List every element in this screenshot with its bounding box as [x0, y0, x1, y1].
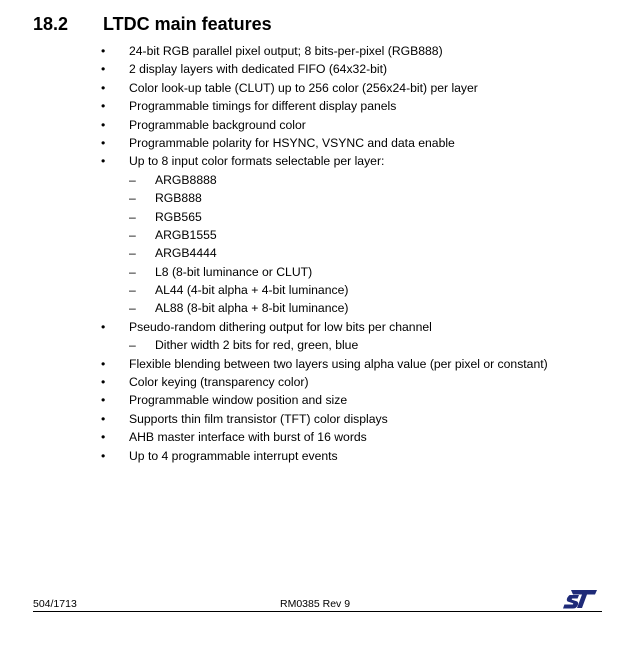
feature-text: Programmable window position and size [129, 393, 348, 408]
bullet-marker: • [101, 448, 106, 463]
bullet-marker: • [101, 117, 106, 132]
feature-text: Programmable polarity for HSYNC, VSYNC and data enable [129, 135, 455, 150]
bullet-marker: • [101, 393, 106, 408]
page-number: 504/1713 [33, 598, 77, 610]
dash-marker: – [129, 246, 136, 261]
feature-text: AHB master interface with burst of 16 words [129, 430, 367, 445]
feature-text: Programmable background color [129, 117, 306, 132]
subitem-text: RGB565 [155, 209, 202, 224]
feature-text: Color keying (transparency color) [129, 375, 309, 390]
subitem-text: L8 (8-bit luminance or CLUT) [155, 264, 313, 279]
feature-text: Up to 4 programmable interrupt events [129, 448, 338, 463]
dash-marker: – [129, 338, 136, 353]
dash-marker: – [129, 283, 136, 298]
bullet-marker: • [101, 62, 106, 77]
feature-text: 2 display layers with dedicated FIFO (64x32-bit) [129, 62, 388, 77]
footer-rule [33, 611, 602, 612]
subitem-text: Dither width 2 bits for red, green, blue [155, 338, 359, 353]
document-reference: RM0385 Rev 9 [280, 598, 351, 610]
subitem-text: AL88 (8-bit alpha + 8-bit luminance) [155, 301, 349, 316]
dash-marker: – [129, 301, 136, 316]
feature-text: 24-bit RGB parallel pixel output; 8 bits-per-pixel (RGB888) [129, 44, 443, 58]
subitem-text: ARGB4444 [155, 246, 217, 261]
st-logo-icon [562, 588, 598, 610]
feature-text: Color look-up table (CLUT) up to 256 color (256x24-bit) per layer [129, 80, 478, 95]
feature-text: Programmable timings for different display panels [129, 99, 397, 114]
dash-marker: – [129, 227, 136, 242]
dash-marker: – [129, 209, 136, 224]
feature-text: Up to 8 input color formats selectable per layer: [129, 154, 385, 169]
feature-text: Pseudo-random dithering output for low bits per channel [129, 319, 432, 334]
bullet-marker: • [101, 430, 106, 445]
section-title: LTDC main features [103, 14, 272, 34]
bullet-marker: • [101, 375, 106, 390]
bullet-marker: • [101, 80, 106, 95]
page-footer [33, 596, 602, 612]
dash-marker: – [129, 264, 136, 279]
subitem-text: ARGB8888 [155, 172, 217, 187]
dash-marker: – [129, 172, 136, 187]
bullet-marker: • [101, 411, 106, 426]
bullet-marker: • [101, 99, 106, 114]
bullet-marker: • [101, 44, 106, 58]
dash-marker: – [129, 191, 136, 206]
subitem-text: AL44 (4-bit alpha + 4-bit luminance) [155, 283, 349, 298]
bullet-marker: • [101, 356, 106, 371]
bullet-marker: • [101, 319, 106, 334]
subitem-text: RGB888 [155, 191, 202, 206]
section-number: 18.2 [33, 14, 69, 34]
feature-text: Supports thin film transistor (TFT) color displays [129, 411, 388, 426]
bullet-marker: • [101, 135, 106, 150]
feature-text: Flexible blending between two layers using alpha value (per pixel or constant) [129, 356, 548, 371]
subitem-text: ARGB1555 [155, 227, 217, 242]
bullet-marker: • [101, 154, 106, 169]
